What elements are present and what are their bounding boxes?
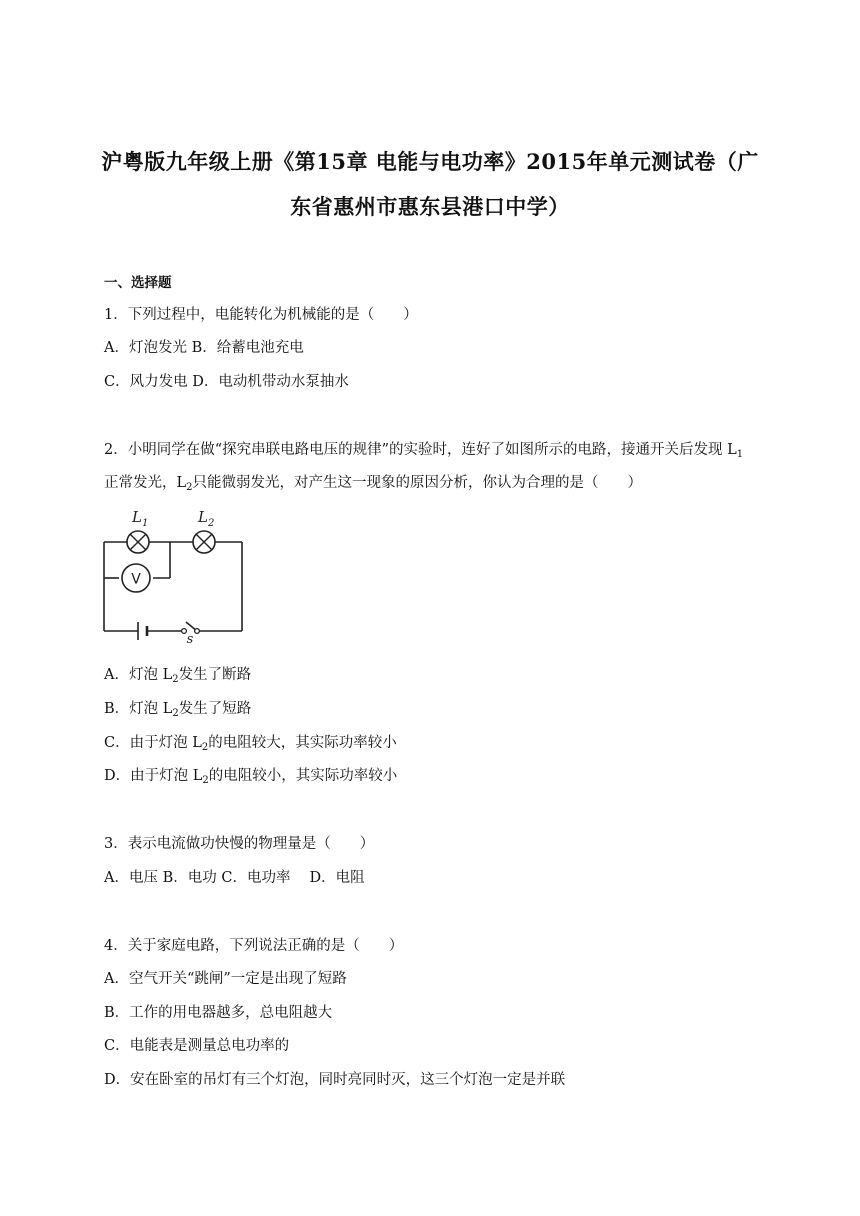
switch-label: s xyxy=(186,632,194,643)
q4-option-b: B．工作的用电器越多，总电阻越大 xyxy=(104,1005,333,1021)
lamp-1-label: L xyxy=(132,508,142,526)
q2-option-d-tail: 的电阻较小，其实际功率较小 xyxy=(208,768,398,784)
q3-options: A．电压 B．电功 C．电功率 D．电阻 xyxy=(104,870,365,886)
q2-stem-text-a: 正常发光，L xyxy=(104,475,187,491)
circuit-diagram xyxy=(100,505,246,643)
q2-option-a xyxy=(104,663,251,685)
switch-icon xyxy=(182,629,200,643)
q2-option-b-tail: 发生了短路 xyxy=(178,701,252,717)
q2-option-c-text: C．由于灯泡 L xyxy=(104,735,202,751)
q2-option-b-text: B．灯泡 L xyxy=(104,701,173,717)
battery-icon xyxy=(138,622,147,640)
voltmeter-label: V xyxy=(131,571,141,588)
q2-stem-subscript-2: 2 xyxy=(186,482,193,493)
q2-stem-text: 2．小明同学在做“探究串联电路电压的规律”的实验时，连好了如图所示的电路，接通开关后发现 L xyxy=(104,442,737,458)
q2-option-d-text: D．由于灯泡 L xyxy=(104,768,203,784)
q2-option-a-subscript: 2 xyxy=(172,674,179,685)
q2-stem-line-2 xyxy=(104,471,642,493)
lamp-2-label: L xyxy=(198,508,208,526)
lamp-2 xyxy=(193,531,215,553)
q2-option-d-subscript: 2 xyxy=(202,775,209,786)
q4-option-d: D．安在卧室的吊灯有三个灯泡，同时亮同时灭，这三个灯泡一定是并联 xyxy=(104,1072,566,1088)
q2-option-b xyxy=(104,697,251,719)
lamp-2-label-subscript: 2 xyxy=(208,518,215,529)
q2-option-c-tail: 的电阻较大，其实际功率较小 xyxy=(208,735,397,751)
q1-options-ab: A．灯泡发光 B．给蓄电池充电 xyxy=(104,340,304,356)
page-title-line-2: 东省惠州市惠东县港口中学） xyxy=(290,194,570,219)
lamp-1 xyxy=(127,531,149,553)
voltmeter xyxy=(122,564,150,592)
q2-option-c xyxy=(104,731,397,753)
q1-stem: 1．下列过程中，电能转化为机械能的是（ ） xyxy=(104,307,418,323)
q2-option-c-subscript: 2 xyxy=(201,742,209,753)
lamp-1-label-subscript: 1 xyxy=(142,518,149,529)
section-heading: 一、选择题 xyxy=(104,275,172,291)
q4-stem: 4．关于家庭电路，下列说法正确的是（ ） xyxy=(104,938,404,954)
q2-stem-text-b: 只能微弱发光，对产生这一现象的原因分析，你认为合理的是（ ） xyxy=(192,475,643,491)
q2-option-d xyxy=(104,764,397,786)
page-title-line-1: 沪粤版九年级上册《第15章 电能与电功率》2015年单元测试卷（广 xyxy=(101,149,759,174)
q4-option-c: C．电能表是测量总电功率的 xyxy=(104,1038,290,1054)
q2-option-b-subscript: 2 xyxy=(172,708,179,719)
q2-option-a-text: A．灯泡 L xyxy=(104,667,173,683)
q4-option-a: A．空气开关“跳闸”一定是出现了短路 xyxy=(104,971,347,987)
q1-options-cd: C．风力发电 D．电动机带动水泵抽水 xyxy=(104,374,349,390)
q2-option-a-tail: 发生了断路 xyxy=(178,667,252,683)
q2-stem-line-1 xyxy=(104,438,760,460)
q2-stem-subscript: 1 xyxy=(736,449,744,460)
q3-stem: 3．表示电流做功快慢的物理量是（ ） xyxy=(104,836,375,852)
